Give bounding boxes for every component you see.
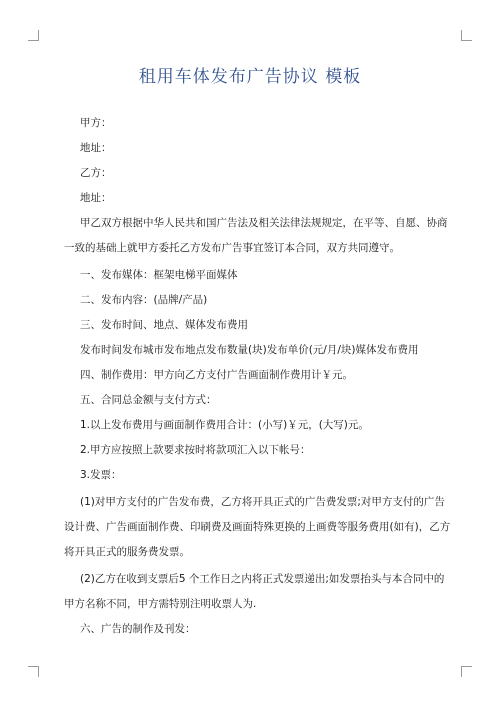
invoice-item-2-line-1: (2)乙方在收到支票后5 个工作日之内将正式发票递出;如发票抬头与本合同中的 [80, 573, 445, 585]
payment-clause-2: 2.甲方应按照上款要求按时将款项汇入以下帐号： [80, 444, 311, 456]
section-6-production-publishing: 六、广告的制作及刊发： [80, 623, 196, 635]
party-b-label: 乙方： [80, 167, 112, 179]
party-b-address-label: 地址： [80, 192, 112, 204]
preamble-line-1: 甲乙双方根据中华人民共和国广告法及相关法律法规规定，在平等、自愿、协商 [80, 217, 448, 229]
fee-table-header: 发布时间发布城市发布地点发布数量(块)发布单价(元/月/块)媒体发布费用 [80, 344, 419, 356]
preamble-line-2: 一致的基础上就甲方委托乙方发布广告事宜签订本合同，双方共同遵守。 [64, 242, 400, 254]
crop-mark-bottom-left [28, 666, 39, 677]
invoice-item-2-line-2: 甲方名称不同，甲方需特别注明收票人为. [64, 598, 257, 610]
party-a-label: 甲方： [80, 117, 112, 129]
invoice-item-1-line-2: 设计费、广告画面制作费、印刷费及画面特殊更换的上画费等服务费用(如有)，乙方 [64, 521, 451, 533]
invoice-item-1-line-3: 将开具正式的服务费发票。 [64, 546, 190, 558]
section-2-content: 二、发布内容：(品牌/产品) [80, 294, 208, 306]
crop-mark-top-left [28, 30, 39, 41]
section-4-production-fee: 四、制作费用：甲方向乙方支付广告画面制作费用计￥元。 [80, 369, 353, 381]
party-a-address-label: 地址： [80, 142, 112, 154]
payment-clause-1: 1.以上发布费用与画面制作费用合计：(小写)￥元，(大写)元。 [80, 419, 369, 431]
section-1-media: 一、发布媒体：框架电梯平面媒体 [80, 269, 238, 281]
invoice-item-1-line-1: (1)对甲方支付的广告发布费，乙方将开具正式的广告费发票;对甲方支付的广告 [80, 496, 445, 508]
section-5-payment: 五、合同总金额与支付方式： [80, 394, 217, 406]
crop-mark-bottom-right [461, 666, 472, 677]
document-title: 租用车体发布广告协议 模板 [138, 67, 362, 87]
payment-clause-3-invoice: 3.发票： [80, 469, 122, 481]
section-3-time-place-fee: 三、发布时间、地点、媒体发布费用 [80, 319, 248, 331]
crop-mark-top-right [461, 30, 472, 41]
